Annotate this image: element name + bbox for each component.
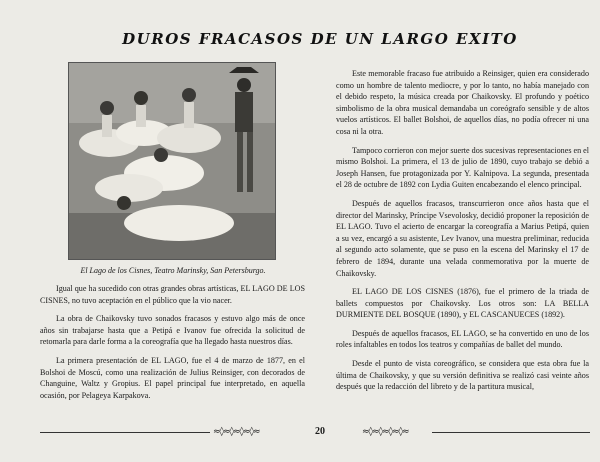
footer-ornament-right: ≈◊≈◊≈◊≈◊≈ xyxy=(362,427,409,437)
paragraph: Tampoco corrieron con mejor suerte dos sucesivas representaciones en el mismo Bolshoi. La primera, el 13 de julio de 1890, cuyo trabajo se debió a Joseph Hansen, fue protagonizada por Y. Kalnipova. La segunda, presentada el 28 de octubre de 1892 con Lydia Guiten encabezando el elenco principal. xyxy=(336,145,589,190)
paragraph: La primera presentación de EL LAGO, fue el 4 de marzo de 1877, en el Bolshoi de Moscú, como una realización de Julius Reinsiger, con decorados de Changuine, Waltz y Gropius. El papel principal fue interpretado, en aquella ocasión, por Pelageya Karpakova. xyxy=(40,355,305,400)
paragraph: La obra de Chaikovsky tuvo sonados fracasos y estuvo algo más de once años sin trabajarse hasta que a Petipá e Ivanov fue ofrecida la solicitud de retomarla para darle forma a la coreografía que ha llegado hasta nuestros días. xyxy=(40,314,305,347)
photo-caption: El Lago de los Cisnes, Teatro Marinsky, San Petersburgo. xyxy=(80,266,266,275)
right-column xyxy=(336,68,589,400)
paragraph: Igual que ha sucedido con otras grandes obras artísticas, EL LAGO DE LOS CISNES, no tuvo aceptación en el público que la vio nacer. xyxy=(40,284,305,305)
footer-rule-left xyxy=(40,432,210,433)
footer-ornament-left: ≈◊≈◊≈◊≈◊≈ xyxy=(213,427,260,437)
paragraph: Desde el punto de vista coreográfico, se considera que esta obra fue la última de Chaikovsky, y que su versión definitiva se realizó casi veinte años después que la redacción del libreto y de la partitura musical, xyxy=(336,359,589,392)
footer-rule-right xyxy=(432,432,590,433)
paragraph: EL LAGO DE LOS CISNES (1876), fue el primero de la triada de ballets compuestos por Chaikovsky. Los otros son: LA BELLA DURMIENTE DEL BOSQUE (1890), y EL CASCANUECES (1892). xyxy=(336,287,589,320)
paragraph: Después de aquellos fracasos, transcurrieron once años hasta que el director del Marinsky, Príncipe Vsevolosky, decidió proponer la reposición de EL LAGO. Tuvo el acierto de encargar la coreografía a Marius Petipá, quien a su vez, encargó a su asistente, Lev Ivanov, una muestra preliminar, reducida al segundo acto solamente, que se puso en la escena del Marinsky el 17 de febrero de 1894, durante una velada conmemorativa por la muerte de Chaikovsky. xyxy=(336,198,589,278)
paragraph: Después de aquellos fracasos, EL LAGO, se ha convertido en uno de los roles infaltables en todos los teatros y compañías de ballet del mundo. xyxy=(336,328,589,350)
paragraph: Este memorable fracaso fue atribuido a Reinsiger, quien era considerado como un hombre de talento mediocre, y por lo tanto, no había manejado con el debido respeto, la música creada por Chaikovsky. El profundo y poético simbolismo de la obra musical demandaba un coreógrafo sensible y de altos vuelos artísticos. El ballet Bolshoi, de aquellos días, no podía ofrecer ni una cosa ni la otra. xyxy=(336,69,589,136)
ballet-photo xyxy=(68,62,276,260)
ballet-photo-illustration xyxy=(69,63,275,259)
page-title: DUROS FRACASOS DE UN LARGO EXITO xyxy=(122,30,518,48)
left-column xyxy=(40,283,305,408)
page-number: 20 xyxy=(315,426,325,437)
